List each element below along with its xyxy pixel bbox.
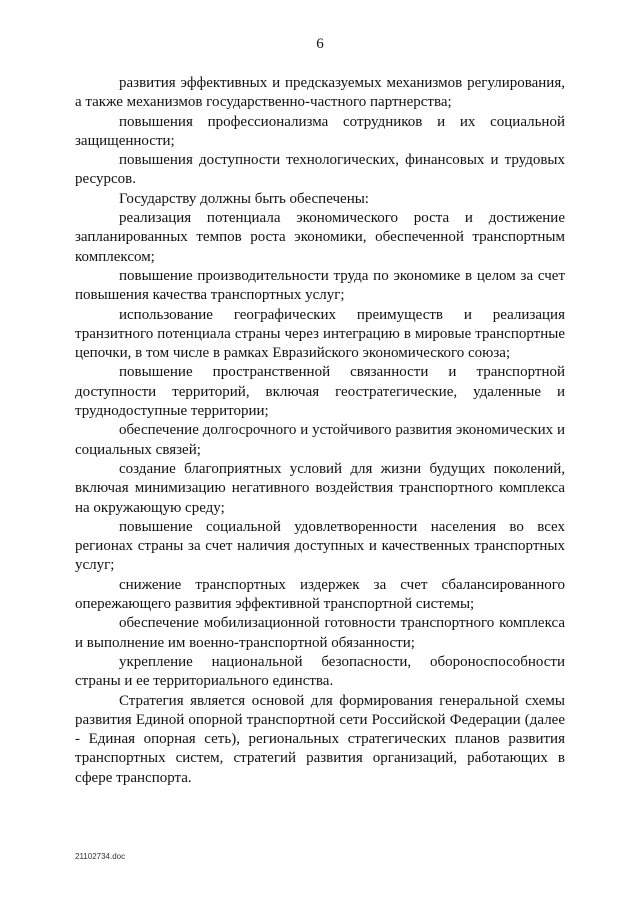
paragraph: повышение производительности труда по экономике в целом за счет повышения качества транспортных услуг;	[75, 267, 565, 304]
paragraph: Стратегия является основой для формирования генеральной схемы развития Единой опорной транспортной сети Российской Федерации (далее - Единая опорная сеть), региональных стратегических планов развития транспортных систем, стратегий развития организаций, работающих в сфере транспорта.	[75, 692, 565, 786]
paragraph: повышения доступности технологических, финансовых и трудовых ресурсов.	[75, 152, 565, 188]
paragraph: использование географических преимуществ и реализация транзитного потенциала страны через интеграцию в мировые транспортные цепочки, в том числе в рамках Евразийского экономического союза;	[75, 306, 565, 362]
paragraph: обеспечение мобилизационной готовности транспортного комплекса и выполнение им военно-транспортной обязанности;	[75, 615, 565, 651]
document-footer-filename: 21102734.doc	[75, 852, 126, 861]
paragraph: реализация потенциала экономического роста и достижение запланированных темпов роста экономики, обеспеченной транспортным комплексом;	[75, 210, 565, 265]
paragraph: создание благоприятных условий для жизни будущих поколений, включая минимизацию негативного воздействия транспортного комплекса на окружающую среду;	[75, 460, 565, 516]
paragraph: укрепление национальной безопасности, обороноспособности страны и ее территориального единства.	[75, 653, 565, 690]
paragraph: обеспечение долгосрочного и устойчивого развития экономических и социальных связей;	[75, 422, 565, 458]
paragraph: повышение социальной удовлетворенности населения во всех регионах страны за счет наличия доступных и качественных транспортных услуг;	[75, 518, 565, 574]
paragraph: повышение пространственной связанности и транспортной доступности территорий, включая геостратегические, удаленные и труднодоступные территории;	[75, 364, 565, 420]
paragraph: повышения профессионализма сотрудников и их социальной защищенности;	[75, 113, 565, 149]
document-body	[75, 74, 565, 788]
paragraph: Государству должны быть обеспечены:	[119, 190, 369, 207]
page-number: 6	[316, 36, 324, 52]
paragraph: развития эффективных и предсказуемых механизмов регулирования, а также механизмов государственно-частного партнерства;	[75, 75, 565, 111]
paragraph: снижение транспортных издержек за счет сбалансированного опережающего развития эффективной транспортной системы;	[75, 576, 565, 613]
